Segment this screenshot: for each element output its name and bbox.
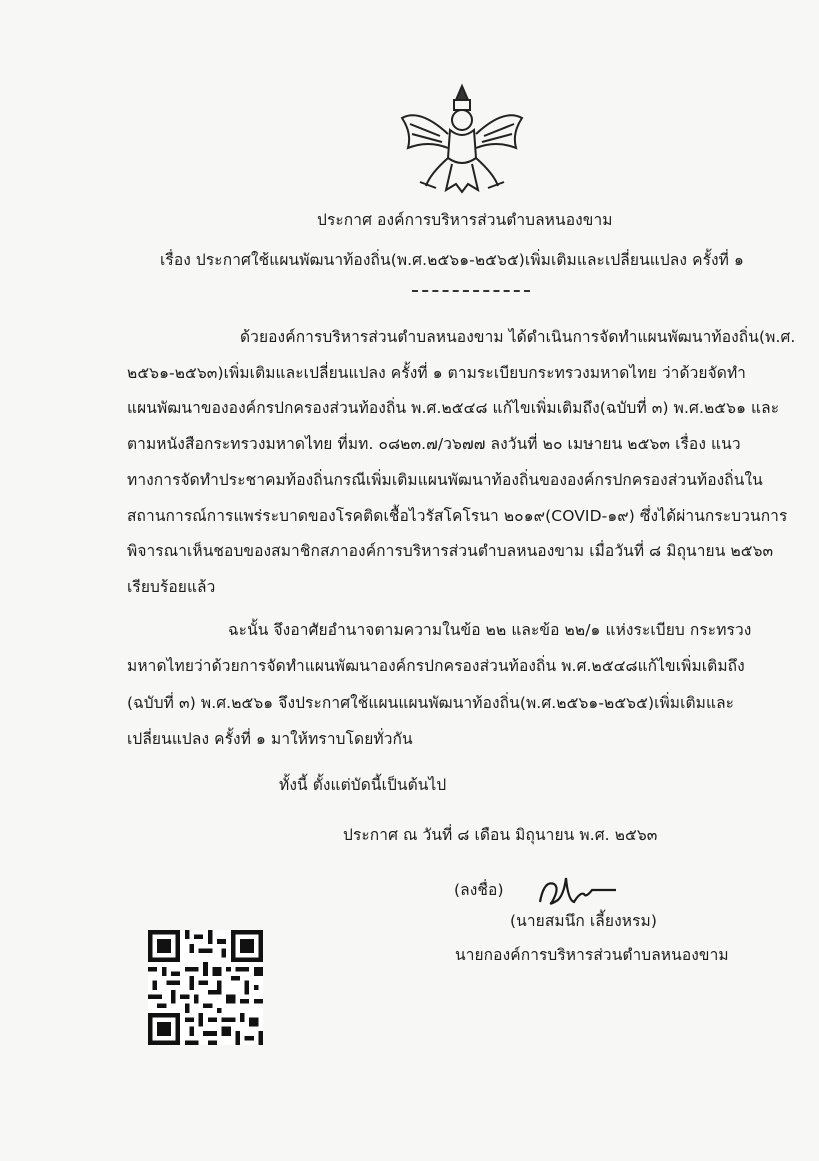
paragraph-1-line: เรียบร้อยแล้ว [127,578,216,596]
paragraph-1-line: พิจารณาเห็นชอบของสมาชิกสภาองค์การบริหารส่วนตำบลหนองขาม เมื่อวันที่ ๘ มิถุนายน ๒๕๖๓ [127,542,774,560]
paragraph-2-line: เปลี่ยนแปลง ครั้งที่ ๑ มาให้ทราบโดยทั่วกัน [127,730,413,748]
signer-name: (นายสมนึก เลี้ยงหรม) [510,912,657,930]
effective-statement: ทั้งนี้ ตั้งแต่บัดนี้เป็นต้นไป [279,776,447,794]
paragraph-2-line: มหาดไทยว่าด้วยการจัดทำแผนพัฒนาองค์กรปกครองส่วนท้องถิ่น พ.ศ.๒๕๔๘แก้ไขเพิ่มเติมถึง [127,657,745,675]
paragraph-1-line: แผนพัฒนาขององค์กรปกครองส่วนท้องถิ่น พ.ศ.๒๕๔๘ แก้ไขเพิ่มเติมถึง(ฉบับที่ ๓) พ.ศ.๒๕๖๑ และ [127,399,780,417]
announcement-subject: เรื่อง ประกาศใช้แผนพัฒนาท้องถิ่น(พ.ศ.๒๕๖๑-๒๕๖๕)เพิ่มเติมและเปลี่ยนแปลง ครั้งที่ ๑ [160,251,744,269]
paragraph-2-line: ฉะนั้น จึงอาศัยอำนาจตามความในข้อ ๒๒ และข้อ ๒๒/๑ แห่งระเบียบ กระทรวง [228,621,752,639]
paragraph-1-line: ๒๕๖๑-๒๕๖๓)เพิ่มเติมและเปลี่ยนแปลง ครั้งที่ ๑ ตามระเบียบกระทรวงมหาดไทย ว่าด้วยจัดทำ [127,364,746,382]
paragraph-1-line: สถานการณ์การแพร่ระบาดของโรคติดเชื้อไวรัสโคโรนา ๒๐๑๙(COVID-๑๙) ซึ่งได้ผ่านกระบวนการ [127,507,788,525]
garuda-emblem-icon [390,78,534,198]
signature-label: (ลงชื่อ) [454,881,504,899]
paragraph-2-line: (ฉบับที่ ๓) พ.ศ.๒๕๖๑ จึงประกาศใช้แผนแผนพัฒนาท้องถิ่น(พ.ศ.๒๕๖๑-๒๕๖๕)เพิ่มเติมและ [127,694,735,712]
paragraph-1-line: ทางการจัดทำประชาคมท้องถิ่นกรณีเพิ่มเติมแผนพัฒนาท้องถิ่นขององค์กรปกครองส่วนท้องถิ่นใน [127,471,763,489]
paragraph-1-line: ตามหนังสือกระทรวงมหาดไทย ที่มท. ๐๘๒๓.๗/ว๖๗๗ ลงวันที่ ๒๐ เมษายน ๒๕๖๓ เรื่อง แนว [127,435,741,453]
divider [412,290,530,292]
signer-position: นายกองค์การบริหารส่วนตำบลหนองขาม [455,946,729,964]
announcement-title: ประกาศ องค์การบริหารส่วนตำบลหนองขาม [317,211,613,229]
qr-code-icon [148,930,263,1045]
paragraph-1-line: ด้วยองค์การบริหารส่วนตำบลหนองขาม ได้ดำเนินการจัดทำแผนพัฒนาท้องถิ่น(พ.ศ. [240,328,796,346]
announcement-date: ประกาศ ณ วันที่ ๘ เดือน มิถุนายน พ.ศ. ๒๕๖๓ [343,826,658,844]
handwritten-signature-icon [530,872,620,912]
